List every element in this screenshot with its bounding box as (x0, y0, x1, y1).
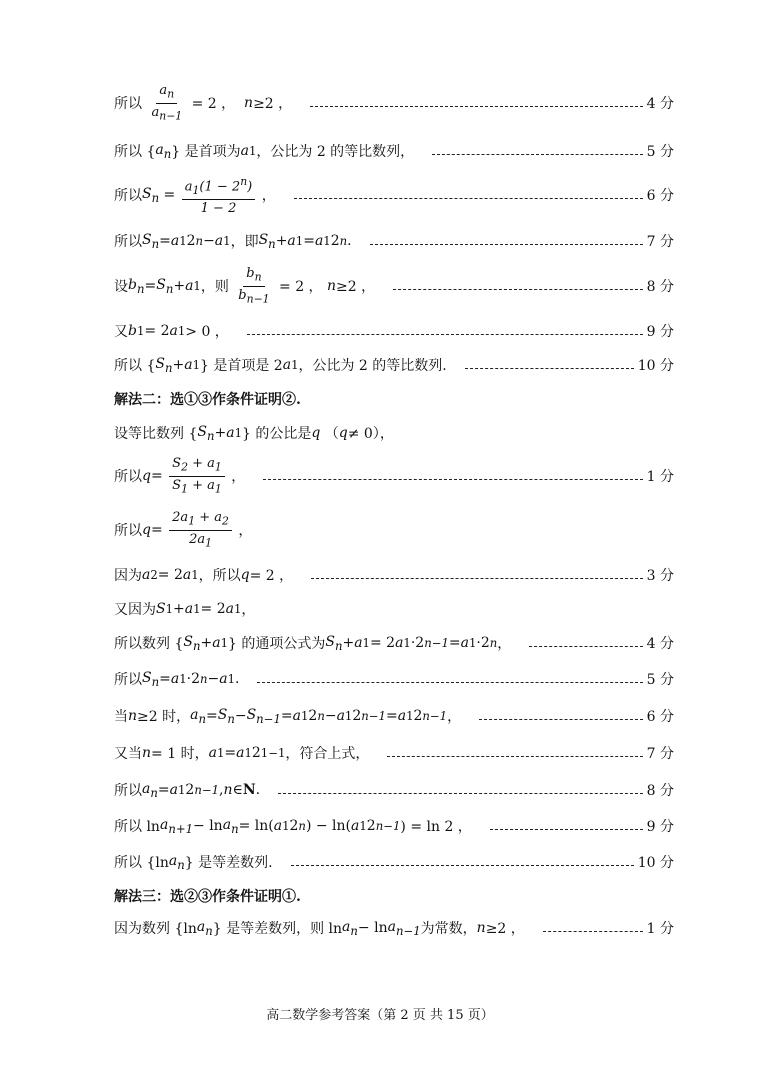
score: 6 分 (646, 709, 674, 725)
score: 4 分 (646, 96, 674, 112)
score: 8 分 (646, 279, 674, 295)
score-leader (479, 719, 643, 720)
score: 8 分 (646, 783, 674, 799)
score: 3 分 (646, 568, 674, 584)
answer-line: 所以 $\frac{a_n}{a_{n-1}}$ = 2 ， n ≥2 ， 4 分 (114, 82, 674, 123)
score-leader (465, 368, 634, 369)
answer-line: 所以 $S_n$ = a 1 ·2 n − a 1 . 5 分 (114, 669, 674, 689)
answer-line: 所以 { $a_n$ } 是首项为 a 1 ，公比为 2 的等比数列， 5 分 (114, 141, 674, 161)
score-leader (387, 756, 642, 757)
score: 5 分 (646, 144, 674, 160)
score: 7 分 (646, 234, 674, 250)
answer-line: 所以 q = $\frac{2a_1 + a_2}{2a_1}$ ， (114, 509, 253, 550)
answer-line: 所以 $a_n$ = a 1 2 n−1 , n ∈ N . 8 分 (114, 780, 674, 800)
score-leader (294, 198, 643, 199)
score-leader (291, 865, 634, 866)
score: 1 分 (646, 469, 674, 485)
score-leader (432, 154, 642, 155)
score-leader (370, 244, 643, 245)
score: 4 分 (646, 636, 674, 652)
answer-line: 因为数列 {ln $a_n$ } 是等差数列，则 ln $a_n$ − ln $a_{n-1}$ 为常数， n ≥2 ， 1 分 (114, 918, 674, 938)
score-leader (310, 106, 642, 107)
score: 5 分 (646, 672, 674, 688)
page-footer: 高二数学参考答案（第 2 页 共 15 页） (266, 1008, 494, 1023)
answer-line: 又因为 S 1 + a 1 = 2 a 1 ， (114, 601, 256, 618)
score: 9 分 (646, 819, 674, 835)
answer-line: 设 $b_n$ = $S_n$ + a 1 ，则 $\frac{b_n}{b_{n-1}}$ = 2 ， n ≥2 ， 8 分 (114, 265, 674, 306)
score-leader (263, 479, 642, 480)
answer-line: 又当 n = 1 时， a 1 = a 1 2 1−1 ，符合上式， 7 分 (114, 745, 674, 762)
score-leader (311, 578, 642, 579)
score: 9 分 (646, 324, 674, 340)
answer-line: 所以数列 { $S_n$ + a 1 } 的通项公式为 $S_n$ + a 1 = 2 a 1 ·2 n−1 = a 1 ·2 n ， 4 分 (114, 633, 674, 653)
answer-line: 所以 { $S_n$ + a 1 } 是首项是 2 a 1 ，公比为 2 的等比数列. 10 分 (114, 355, 674, 375)
answer-line: 所以 $S_n$ = $\frac{a_1(1 - 2^n)}{1 - 2}$ ， 6 分 (114, 175, 674, 216)
answer-line: 设等比数列 { $S_n$ + a 1 } 的公比是 q （ q ≠ 0）， (114, 423, 394, 443)
score: 1 分 (646, 921, 674, 937)
score-leader (393, 289, 643, 290)
section-heading: 解法三：选②③作条件证明①. (114, 889, 301, 905)
answer-line: 所以 {ln $a_n$ } 是等差数列. 10 分 (114, 852, 674, 872)
score: 6 分 (646, 188, 674, 204)
score: 10 分 (637, 855, 674, 871)
score-leader (543, 931, 643, 932)
score-leader (247, 334, 643, 335)
answer-line: 当 n ≥2 时， $a_n$ = $S_n$ − $S_{n-1}$ = a 1 2 n − a 1 2 n−1 = a 1 2 n−1 ， 6 分 (114, 706, 674, 726)
answer-line: 所以 q = $\frac{S_2 + a_1}{S_1 + a_1}$ ， 1 分 (114, 455, 674, 496)
score: 10 分 (637, 358, 674, 374)
score-leader (529, 646, 642, 647)
answer-line: 因为 a 2 = 2 a 1 ，所以 q = 2 ， 3 分 (114, 567, 674, 584)
score-leader (257, 682, 642, 683)
answer-line: 所以 $S_n$ = a 1 2 n − a 1 ，即 $S_n$ + a 1 = a 1 2 n . 7 分 (114, 231, 674, 251)
answer-line: 又 b 1 = 2 a 1 > 0 ， 9 分 (114, 323, 674, 340)
section-heading: 解法二：选①③作条件证明②. (114, 392, 301, 408)
score-leader (490, 829, 643, 830)
score-leader (278, 793, 643, 794)
score: 7 分 (646, 746, 674, 762)
answer-line: 所以 ln $a_{n+1}$ − ln $a_n$ = ln( a 1 2 n ) − ln( a 1 2 n−1 ) = ln 2 ， 9 分 (114, 816, 674, 836)
